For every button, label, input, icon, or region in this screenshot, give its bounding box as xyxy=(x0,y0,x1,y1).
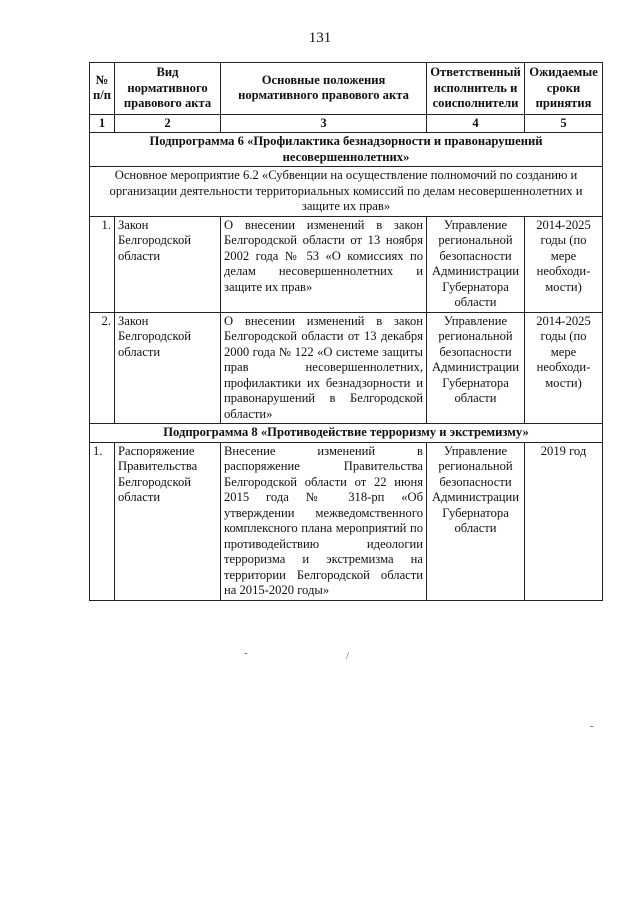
act-provisions xyxy=(221,216,427,312)
act-provisions-end: защите их прав» xyxy=(224,279,313,294)
term: 2014-2025 годы (по мере необходи-мости) xyxy=(525,312,603,424)
act-provisions-end: на 2015-2020 годы» xyxy=(224,583,330,597)
executor: Управление региональной безопасности Администрации Губернатора области xyxy=(427,312,525,424)
column-number: 5 xyxy=(525,114,603,133)
scan-mark: - xyxy=(244,647,248,659)
header-number: № п/п xyxy=(90,63,115,115)
subprogram-6-title: Подпрограмма 6 «Профилактика безнадзорности и правонарушений несовершеннолетних» xyxy=(90,133,603,167)
act-provisions-body: Внесение изменений в распоряжение Правительства Белгородской области от 22 июня 2015 года № 318-рп «Об утверждении межведомственного комплексного плана мероприятий по противодействию идеологии терроризма и экстремизма на территории Белгородской области xyxy=(224,443,423,582)
main-activity-6-2: Основное мероприятие 6.2 «Субвенции на осуществление полномочий по созданию и организации деятельности территориальных комиссий по делам несовершеннолетних и защите их прав» xyxy=(90,167,603,217)
main-activity-row xyxy=(90,167,603,217)
act-type: Закон Белгородской области xyxy=(115,312,221,424)
header-executor: Ответственный исполнитель и соисполнители xyxy=(427,63,525,115)
executor: Управление региональной безопасности Администрации Губернатора области xyxy=(427,442,525,600)
act-type: Распоряжение Правительства Белгородской области xyxy=(115,442,221,600)
header-act-type: Вид нормативного правового акта xyxy=(115,63,221,115)
table-row xyxy=(90,216,603,312)
act-provisions xyxy=(221,442,427,600)
scan-mark: / xyxy=(346,650,350,662)
column-numbers-row xyxy=(90,114,603,133)
scan-mark: - xyxy=(590,720,594,732)
act-provisions xyxy=(221,312,427,424)
act-provisions-body: О внесении изменений в закон Белгородской области от 13 ноября 2002 года № 53 «О комиссиях по делам несовершеннолетних и xyxy=(224,217,423,278)
column-number: 4 xyxy=(427,114,525,133)
page-number: 131 xyxy=(308,30,332,46)
act-type: Закон Белгородской области xyxy=(115,216,221,312)
subprogram-8-row xyxy=(90,424,603,443)
table-header-row xyxy=(90,63,603,115)
header-term: Ожидаемые сроки принятия xyxy=(525,63,603,115)
column-number: 1 xyxy=(90,114,115,133)
act-provisions-end: области» xyxy=(224,406,273,421)
column-number: 2 xyxy=(115,114,221,133)
header-act-provisions: Основные положения нормативного правового акта xyxy=(221,63,427,115)
row-number: 1. xyxy=(90,216,115,312)
legal-acts-table xyxy=(89,62,603,601)
row-number: 2. xyxy=(90,312,115,424)
column-number: 3 xyxy=(221,114,427,133)
subprogram-6-row xyxy=(90,133,603,167)
term: 2019 год xyxy=(525,442,603,600)
table-row xyxy=(90,312,603,424)
row-number: 1. xyxy=(90,442,115,600)
act-provisions-body: О внесении изменений в закон Белгородской области от 13 декабря 2000 года № 122 «О системе защиты прав несовершеннолетних, профилактики их безнадзорности и правонарушений в Белгородской xyxy=(224,313,423,405)
executor: Управление региональной безопасности Администрации Губернатора области xyxy=(427,216,525,312)
table-row xyxy=(90,442,603,600)
term: 2014-2025 годы (по мере необходи-мости) xyxy=(525,216,603,312)
subprogram-8-title: Подпрограмма 8 «Противодействие терроризму и экстремизму» xyxy=(90,424,603,443)
